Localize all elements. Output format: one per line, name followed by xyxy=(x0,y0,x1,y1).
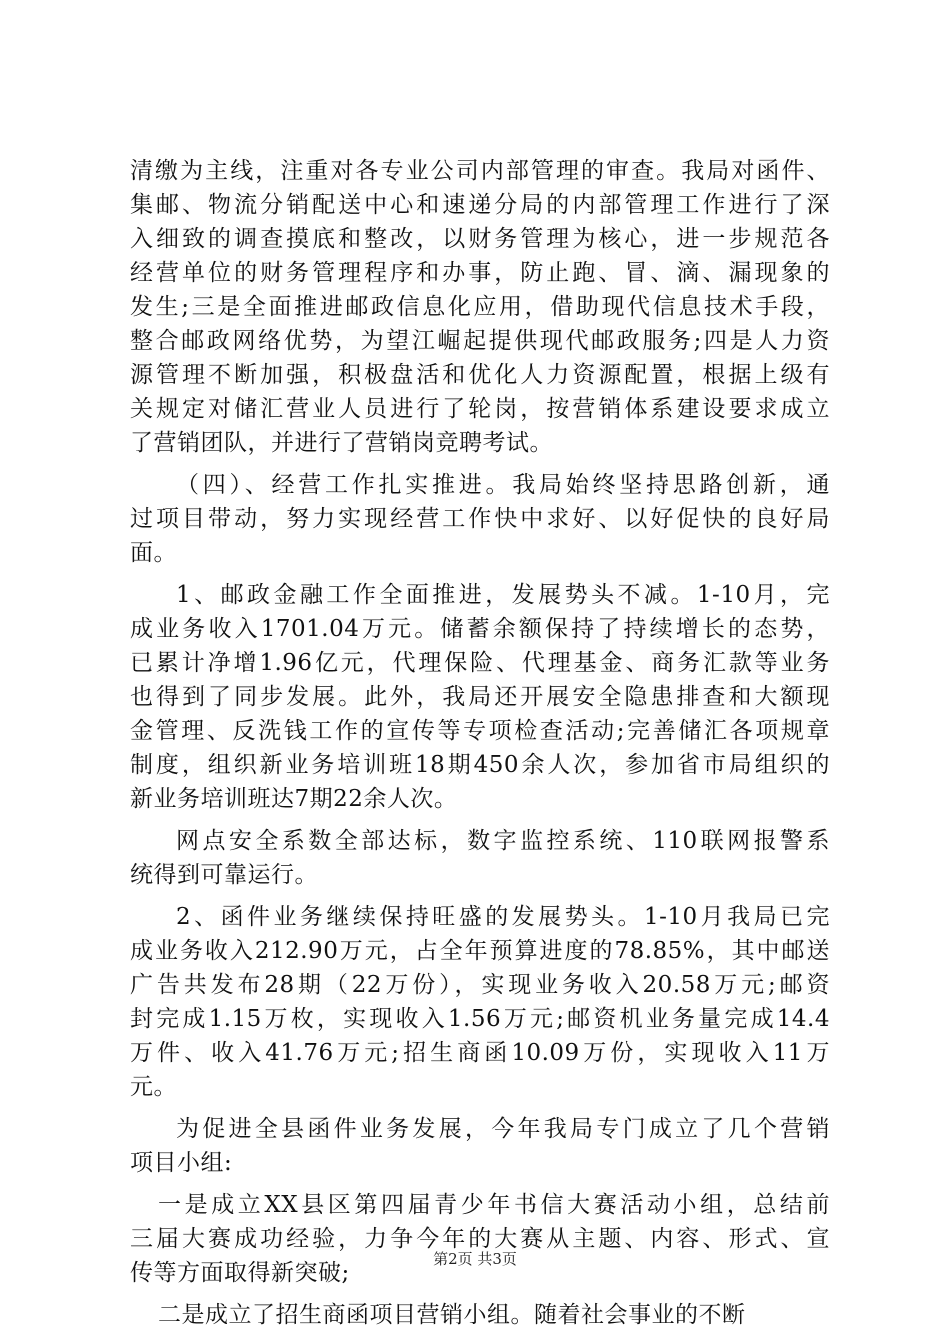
text-line: 金管理、反洗钱工作的宣传等专项检查活动;完善储汇各项规章 xyxy=(130,718,830,744)
text-line: 清缴为主线，注重对各专业公司内部管理的审查。我局对函件、 xyxy=(130,158,830,184)
text-line: 成业务收入212.90万元，占全年预算进度的78.85%，其中邮送 xyxy=(130,938,830,964)
text-line: 封完成1.15万枚，实现收入1.56万元;邮资机业务量完成14.4 xyxy=(130,1006,830,1032)
text-line: 集邮、物流分销配送中心和速递分局的内部管理工作进行了深 xyxy=(130,192,830,218)
paragraph-p7 xyxy=(130,1188,830,1290)
text-line: 2、函件业务继续保持旺盛的发展势头。1-10月我局已完 xyxy=(176,904,830,930)
text-line: 面。 xyxy=(130,540,177,566)
text-line: 关规定对储汇营业人员进行了轮岗，按营销体系建设要求成立 xyxy=(130,396,830,422)
paragraph-p1 xyxy=(130,154,830,460)
text-line: 统得到可靠运行。 xyxy=(130,862,318,888)
paragraph-p2 xyxy=(130,468,830,570)
text-line: 入细致的调查摸底和整改，以财务管理为核心，进一步规范各 xyxy=(130,226,830,252)
paragraph-p8 xyxy=(130,1298,830,1332)
text-line: 源管理不断加强，积极盘活和优化人力资源配置，根据上级有 xyxy=(130,362,830,388)
page-footer: 第2页 共3页 xyxy=(433,1250,517,1268)
text-line: 广告共发布28期（22万份），实现业务收入20.58万元;邮资 xyxy=(130,972,830,998)
text-line: 1、邮政金融工作全面推进，发展势头不减。1-10月，完 xyxy=(176,582,830,608)
text-line: 整合邮政网络优势，为望江崛起提供现代邮政服务;四是人力资 xyxy=(130,328,830,354)
text-line: 经营单位的财务管理程序和办事，防止跑、冒、滴、漏现象的 xyxy=(130,260,830,286)
text-line: 新业务培训班达7期22余人次。 xyxy=(130,786,458,812)
paragraph-p3 xyxy=(130,578,830,816)
text-line: 一是成立XX县区第四届青少年书信大赛活动小组，总结前 xyxy=(158,1192,830,1218)
text-line: 过项目带动，努力实现经营工作快中求好、以好促快的良好局 xyxy=(130,506,830,532)
text-line: 制度，组织新业务培训班18期450余人次，参加省市局组织的 xyxy=(130,752,830,778)
text-line: 已累计净增1.96亿元，代理保险、代理基金、商务汇款等业务 xyxy=(130,650,830,676)
text-line: 项目小组: xyxy=(130,1150,233,1176)
text-line: 为促进全县函件业务发展，今年我局专门成立了几个营销 xyxy=(176,1116,830,1142)
text-line: 万件、收入41.76万元;招生商函10.09万份，实现收入11万 xyxy=(130,1040,830,1066)
text-line: 发生;三是全面推进邮政信息化应用，借助现代信息技术手段， xyxy=(130,294,830,320)
text-line: 了营销团队，并进行了营销岗竞聘考试。 xyxy=(130,430,553,456)
paragraph-p5 xyxy=(130,900,830,1104)
text-line: 三届大赛成功经验，力争今年的大赛从主题、内容、形式、宣 xyxy=(130,1226,830,1252)
text-line: 也得到了同步发展。此外，我局还开展安全隐患排查和大额现 xyxy=(130,684,830,710)
text-line: 网点安全系数全部达标，数字监控系统、110联网报警系 xyxy=(176,828,830,854)
text-line: （四）、经营工作扎实推进。我局始终坚持思路创新，通 xyxy=(176,472,830,498)
document-body xyxy=(130,154,830,1332)
text-line: 元。 xyxy=(130,1074,177,1100)
text-line: 传等方面取得新突破; xyxy=(130,1260,350,1286)
paragraph-p4 xyxy=(130,824,830,892)
text-line: 二是成立了招生商函项目营销小组。随着社会事业的不断 xyxy=(158,1302,746,1328)
paragraph-p6 xyxy=(130,1112,830,1180)
text-line: 成业务收入1701.04万元。储蓄余额保持了持续增长的态势， xyxy=(130,616,830,642)
